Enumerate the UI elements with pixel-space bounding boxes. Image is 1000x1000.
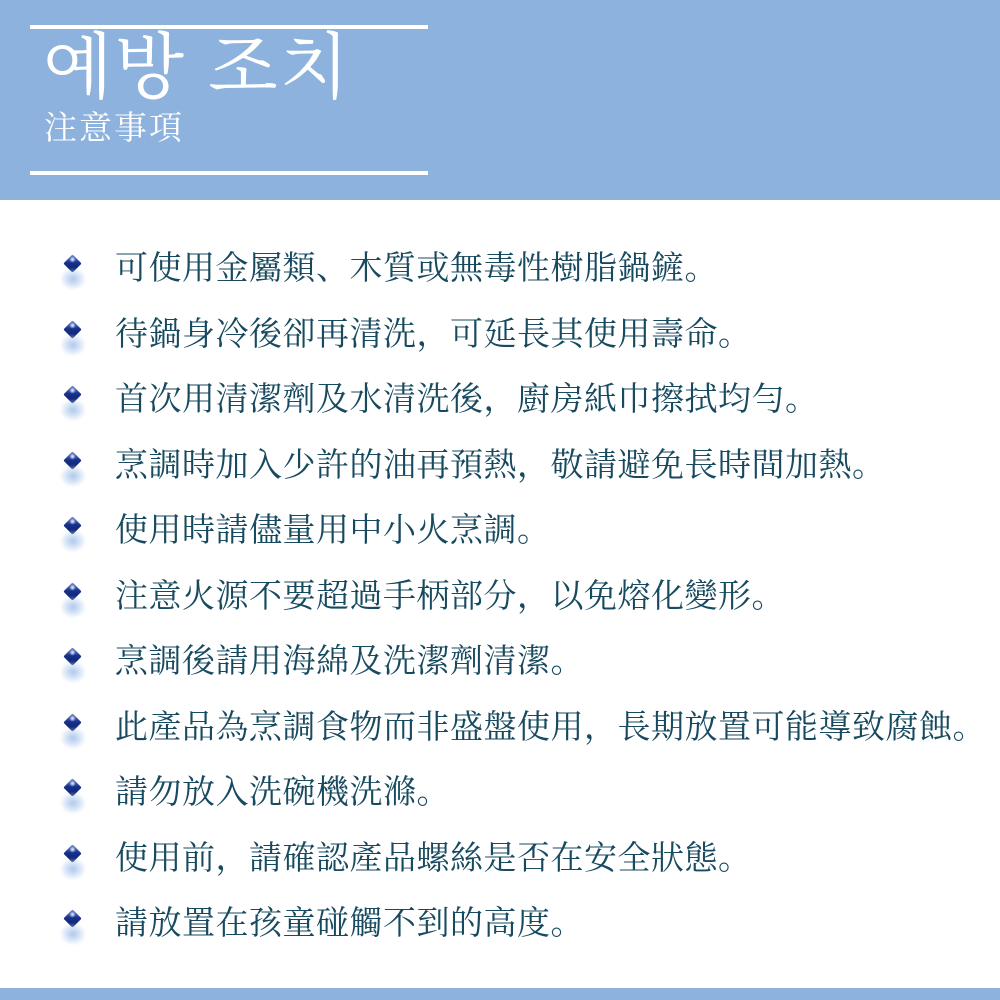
diamond-glow bbox=[60, 399, 86, 421]
list-item bbox=[63, 380, 983, 446]
diamond-glow bbox=[60, 923, 86, 945]
list-item-text: 請放置在孩童碰觸不到的高度。 bbox=[115, 904, 584, 941]
diamond-bullet-icon bbox=[63, 448, 85, 490]
diamond-glow bbox=[60, 334, 86, 356]
diamond-glow bbox=[60, 792, 86, 814]
page-subtitle: 注意事項 bbox=[44, 109, 184, 146]
precautions-list bbox=[63, 249, 986, 970]
page-title: 예방 조치 bbox=[43, 28, 352, 108]
list-item bbox=[63, 707, 986, 774]
list-item bbox=[63, 511, 983, 577]
list-item bbox=[63, 249, 983, 315]
diamond-bullet-icon bbox=[63, 382, 85, 424]
diamond-glow bbox=[60, 268, 86, 290]
diamond-bullet-icon bbox=[63, 644, 85, 686]
list-item-text: 使用前，請確認產品螺絲是否在安全狀態。 bbox=[115, 838, 752, 876]
diamond-bullet-icon bbox=[63, 251, 85, 293]
list-item bbox=[63, 773, 983, 839]
diamond-glow bbox=[60, 727, 86, 749]
header-banner bbox=[0, 0, 1000, 200]
list-item-text: 首次用清潔劑及水清洗後，廚房紙巾擦拭均勻。 bbox=[115, 380, 819, 417]
list-item bbox=[63, 904, 983, 970]
list-item bbox=[63, 446, 983, 512]
list-item-text: 待鍋身冷後卻再清洗，可延長其使用壽命。 bbox=[115, 314, 752, 352]
list-item bbox=[63, 642, 983, 708]
header-bottom-rule bbox=[30, 171, 428, 175]
diamond-bullet-icon bbox=[63, 579, 85, 621]
list-item-text: 注意火源不要超過手柄部分，以免熔化變形。 bbox=[115, 576, 785, 614]
diamond-bullet-icon bbox=[63, 841, 85, 883]
list-item-text: 烹調時加入少許的油再預熱，敬請避免長時間加熱。 bbox=[115, 445, 886, 483]
diamond-glow bbox=[60, 661, 86, 683]
list-item-text: 此產品為烹調食物而非盛盤使用，長期放置可能導致腐蝕。 bbox=[115, 707, 986, 745]
diamond-glow bbox=[60, 858, 86, 880]
diamond-bullet-icon bbox=[63, 775, 85, 817]
list-item-text: 烹調後請用海綿及洗潔劑清潔。 bbox=[115, 642, 584, 679]
diamond-glow bbox=[60, 596, 86, 618]
diamond-bullet-icon bbox=[63, 710, 85, 752]
diamond-bullet-icon bbox=[63, 513, 85, 555]
diamond-bullet-icon bbox=[63, 906, 85, 948]
list-item bbox=[63, 315, 983, 381]
list-item-text: 使用時請儘量用中小火烹調。 bbox=[115, 511, 551, 548]
list-item bbox=[63, 577, 983, 643]
diamond-glow bbox=[60, 465, 86, 487]
list-item-text: 可使用金屬類、木質或無毒性樹脂鍋鏟。 bbox=[115, 249, 718, 286]
list-item-text: 請勿放入洗碗機洗滌。 bbox=[115, 773, 450, 810]
diamond-bullet-icon bbox=[63, 317, 85, 359]
list-item bbox=[63, 839, 983, 905]
diamond-glow bbox=[60, 530, 86, 552]
bottom-blue-bar bbox=[0, 988, 1000, 1000]
